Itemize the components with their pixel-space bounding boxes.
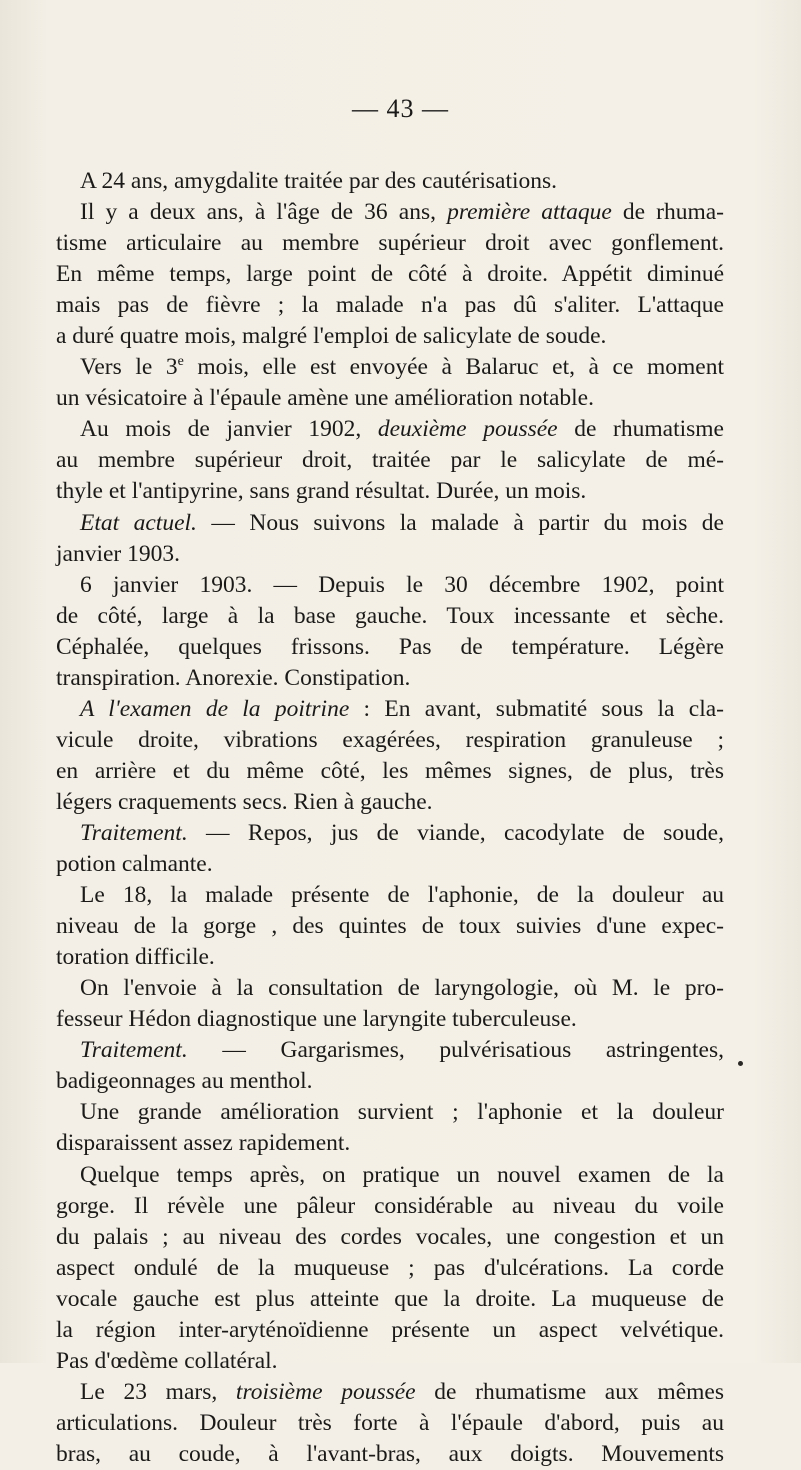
italic-text: Traitement.: [80, 1037, 188, 1064]
line-text: bras, au coude, à l'avant-bras, aux doigts. Mouvements: [56, 1440, 724, 1467]
italic-text: troisième poussée: [235, 1378, 416, 1405]
line-text: vocale gauche est plus atteinte que la droite. La muqueuse de: [56, 1285, 724, 1312]
text-line: [56, 166, 724, 197]
line-text: niveau de la gorge , des quintes de toux suivies d'une expec-: [56, 913, 724, 940]
text-line: [56, 632, 724, 663]
text-line: [56, 352, 724, 383]
italic-text: Etat actuel.: [80, 509, 197, 536]
line-text: au membre supérieur droit, traitée par le salicylate de mé-: [56, 447, 724, 474]
text-line: [56, 476, 724, 507]
text-line: [56, 259, 724, 290]
line-text: a duré quatre mois, malgré l'emploi de salicylate de soude.: [56, 323, 607, 350]
italic-text: deuxième poussée: [377, 416, 558, 443]
line-text: 6 janvier 1903. — Depuis le 30 décembre 1902, point: [80, 571, 724, 598]
text-line: [56, 663, 724, 694]
text-line: [56, 321, 724, 352]
line-text: fesseur Hédon diagnostique une laryngite tuberculeuse.: [56, 1006, 577, 1033]
line-text: légers craquements secs. Rien à gauche.: [56, 788, 433, 815]
text-line: [56, 818, 724, 849]
line-text: un vésicatoire à l'épaule amène une amélioration notable.: [56, 385, 594, 412]
line-text: — Nous suivons la malade à partir du mois de: [196, 509, 724, 536]
text-line: [56, 880, 724, 911]
text-line: [56, 973, 724, 1004]
text-line: [56, 942, 724, 973]
line-text: vicule droite, vibrations exagérées, respiration granuleuse ;: [56, 726, 724, 753]
line-text: — Repos, jus de viande, cacodylate de soude,: [187, 819, 724, 846]
line-text: la région inter-aryténoïdienne présente un aspect velvétique.: [56, 1316, 724, 1343]
text-line: [56, 911, 724, 942]
line-text: On l'envoie à la consultation de laryngologie, où M. le pro-: [80, 975, 724, 1002]
line-text: Au mois de janvier 1902,: [80, 416, 378, 443]
italic-text: Traitement.: [80, 819, 188, 846]
text-line: [56, 383, 724, 414]
line-text: Vers le 3: [80, 354, 178, 381]
line-text: Le 18, la malade présente de l'aphonie, de la douleur au: [80, 882, 724, 909]
line-text: mois, elle est envoyée à Balaruc et, à ce moment: [183, 354, 724, 381]
line-text: — Gargarismes, pulvérisatious astringentes,: [187, 1037, 724, 1064]
line-text: : En avant, submatité sous la cla-: [349, 695, 724, 722]
line-text: disparaissent assez rapidement.: [56, 1130, 351, 1157]
line-text: de rhumatisme aux mêmes: [415, 1378, 724, 1405]
italic-text: A l'examen de la poitrine: [80, 695, 350, 722]
page-text: [56, 166, 724, 1470]
text-line: [56, 1284, 724, 1315]
line-text: Pas d'œdème collatéral.: [56, 1347, 278, 1374]
line-text: de rhumatisme: [557, 416, 724, 443]
line-text: Quelque temps après, on pratique un nouvel examen de la: [80, 1161, 724, 1188]
text-line: [56, 1346, 724, 1377]
line-text: thyle et l'antipyrine, sans grand résultat. Durée, un mois.: [56, 478, 587, 505]
line-text: aspect ondulé de la muqueuse ; pas d'ulcérations. La corde: [56, 1254, 724, 1281]
page-number: — 43 —: [352, 94, 449, 123]
text-line: [56, 756, 724, 787]
superscript: e: [177, 354, 184, 370]
text-line: [56, 1439, 724, 1470]
line-text: En même temps, large point de côté à droite. Appétit diminué: [56, 261, 724, 288]
line-text: badigeonnages au menthol.: [56, 1068, 313, 1095]
line-text: Une grande amélioration survient ; l'aphonie et la douleur: [80, 1099, 724, 1126]
line-text: de rhuma-: [611, 199, 725, 226]
italic-text: première attaque: [447, 199, 612, 226]
line-text: mais pas de fièvre ; la malade n'a pas dû s'aliter. L'attaque: [56, 292, 724, 319]
text-line: [56, 197, 724, 228]
line-text: du palais ; au niveau des cordes vocales, une congestion et un: [56, 1223, 724, 1250]
text-line: [56, 849, 724, 880]
text-line: [56, 1408, 724, 1439]
line-text: potion calmante.: [56, 851, 213, 878]
text-line: [56, 1066, 724, 1097]
line-text: articulations. Douleur très forte à l'épaule d'abord, puis au: [56, 1409, 724, 1436]
text-line: [56, 725, 724, 756]
text-line: [56, 1004, 724, 1035]
text-line: [56, 787, 724, 818]
line-text: en arrière et du même côté, les mêmes signes, de plus, très: [56, 757, 724, 784]
line-text: Céphalée, quelques frissons. Pas de température. Légère: [56, 633, 724, 660]
text-line: [56, 1222, 724, 1253]
text-line: [56, 1377, 724, 1408]
text-line: [56, 1253, 724, 1284]
text-line: [56, 1160, 724, 1191]
ink-speck: [738, 1061, 743, 1066]
text-line: [56, 1128, 724, 1159]
text-line: [56, 1315, 724, 1346]
line-text: A 24 ans, amygdalite traitée par des cautérisations.: [80, 168, 558, 194]
line-text: gorge. Il révèle une pâleur considérable au niveau du voile: [56, 1192, 724, 1219]
line-text: de côté, large à la base gauche. Toux incessante et sèche.: [56, 602, 724, 629]
text-line: [56, 508, 724, 539]
line-text: Le 23 mars,: [80, 1378, 236, 1405]
line-text: Il y a deux ans, à l'âge de 36 ans,: [80, 199, 448, 226]
text-line: [56, 290, 724, 321]
line-text: toration difficile.: [56, 944, 215, 971]
text-line: [56, 228, 724, 259]
text-line: [56, 1191, 724, 1222]
text-line: [56, 694, 724, 725]
text-line: [56, 414, 724, 445]
text-line: [56, 445, 724, 476]
text-line: [56, 1097, 724, 1128]
text-line: [56, 539, 724, 570]
line-text: transpiration. Anorexie. Constipation.: [56, 664, 411, 691]
line-text: janvier 1903.: [56, 540, 180, 567]
text-line: [56, 570, 724, 601]
text-line: [56, 1035, 724, 1066]
line-text: tisme articulaire au membre supérieur droit avec gonflement.: [56, 230, 724, 257]
text-line: [56, 601, 724, 632]
